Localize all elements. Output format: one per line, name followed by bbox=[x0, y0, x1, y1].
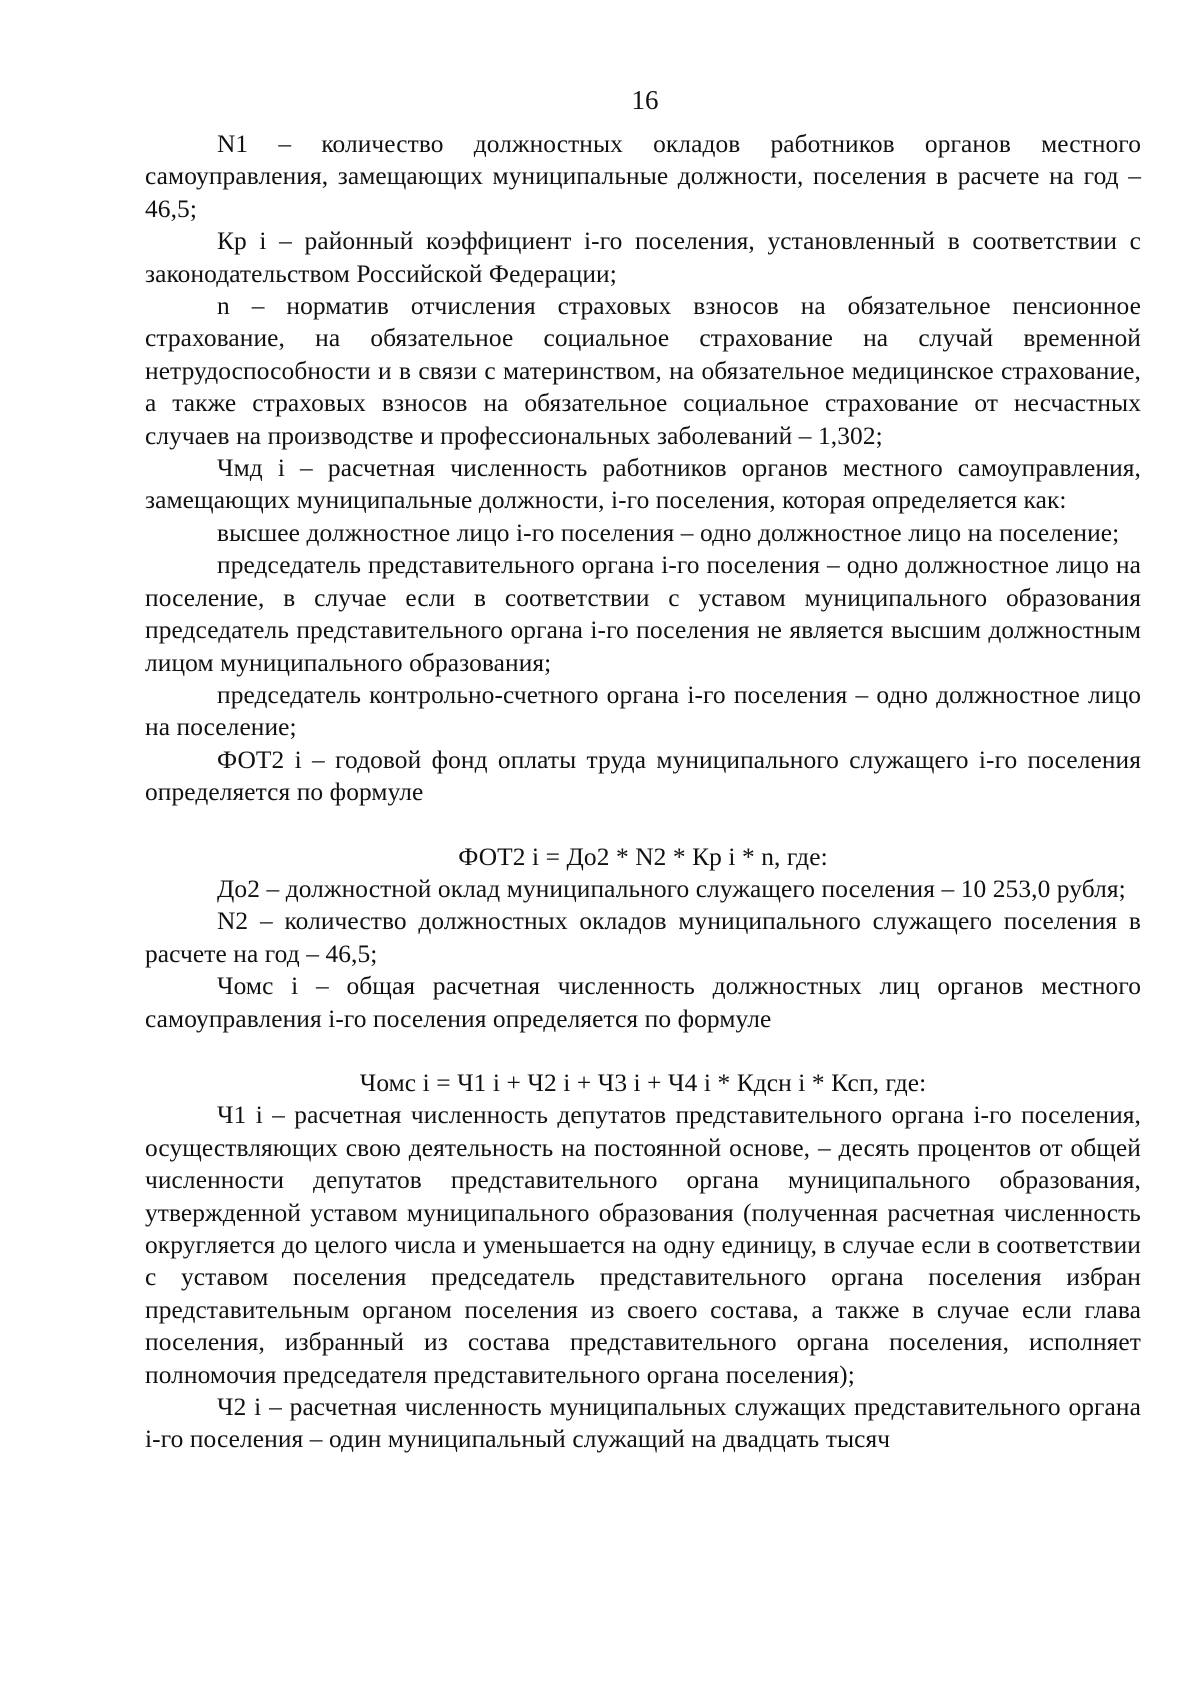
paragraph-n2: N2 – количество должностных окладов муниципального служащего поселения в расчете на год – 46,5; bbox=[145, 907, 1141, 968]
paragraph-n1: N1 – количество должностных окладов работников органов местного самоуправления, замещающих муниципальные должности, поселения в расчете на год – 46,5; bbox=[145, 130, 1141, 223]
formula-choms: Чомс i = Ч1 i + Ч2 i + Ч3 i + Ч4 i * Кдсн i * Ксп, где: bbox=[359, 1068, 927, 1097]
paragraph-ch1: Ч1 i – расчетная численность депутатов представительного органа i-го поселения, осуществляющих свою деятельность на постоянной основе, – десять процентов от общей численности депутатов представительного органа муниципального образования, утвержденной уставом муниципального образования (полученная расчетная численность округляется до целого числа и уменьшается на одну единицу, в случае если в соответствии с уставом поселения председатель представительного органа поселения избран представительным органом поселения из своего состава, а также в случае если глава поселения, избранный из состава представительного органа поселения, исполняет полномочия председателя представительного органа поселения); bbox=[145, 1101, 1141, 1389]
paragraph-fot2: ФОТ2 i – годовой фонд оплаты труда муниципального служащего i-го поселения определяется по формуле bbox=[145, 745, 1141, 807]
paragraph-choms: Чомс i – общая расчетная численность должностных лиц органов местного самоуправления i-го поселения определяется по формуле bbox=[145, 972, 1141, 1033]
paragraph-chairman-audit: председатель контрольно-счетного органа i-го поселения – одно должностное лицо на поселение; bbox=[145, 680, 1141, 742]
document-body bbox=[145, 128, 1141, 1456]
paragraph-chairman-representative: председатель представительного органа i-го поселения – одно должностное лицо на поселение, в случае если в соответствии с уставом муниципального образования председатель представительного органа i-го поселения не является высшим должностным лицом муниципального образования; bbox=[145, 551, 1141, 677]
paragraph-kp: Кр i – районный коэффициент i-го поселения, установленный в соответствии с законодательством Российской Федерации; bbox=[145, 227, 1141, 288]
paragraph-ch2: Ч2 i – расчетная численность муниципальных служащих представительного органа i-го поселения – один муниципальный служащий на двадцать тысяч bbox=[145, 1393, 1141, 1454]
paragraph-highest-official: высшее должностное лицо i-го поселения – одно должностное лицо на поселение; bbox=[217, 518, 1120, 547]
paragraph-n: n – норматив отчисления страховых взносов на обязательное пенсионное страхование, на обязательное социальное страхование на случай временной нетрудоспособности и в связи с материнством, на обязательное медицинское страхование, а также страховых взносов на обязательное социальное страхование от несчастных случаев на производстве и профессиональных заболеваний – 1,302; bbox=[145, 292, 1141, 450]
paragraph-chmd: Чмд i – расчетная численность работников органов местного самоуправления, замещающих муниципальные должности, i-го поселения, которая определяется как: bbox=[145, 454, 1141, 515]
page-number: 16 bbox=[631, 85, 659, 115]
formula-fot2: ФОТ2 i = До2 * N2 * Кр i * n, где: bbox=[458, 842, 828, 871]
paragraph-do2: До2 – должностной оклад муниципального служащего поселения – 10 253,0 рубля; bbox=[217, 874, 1126, 903]
